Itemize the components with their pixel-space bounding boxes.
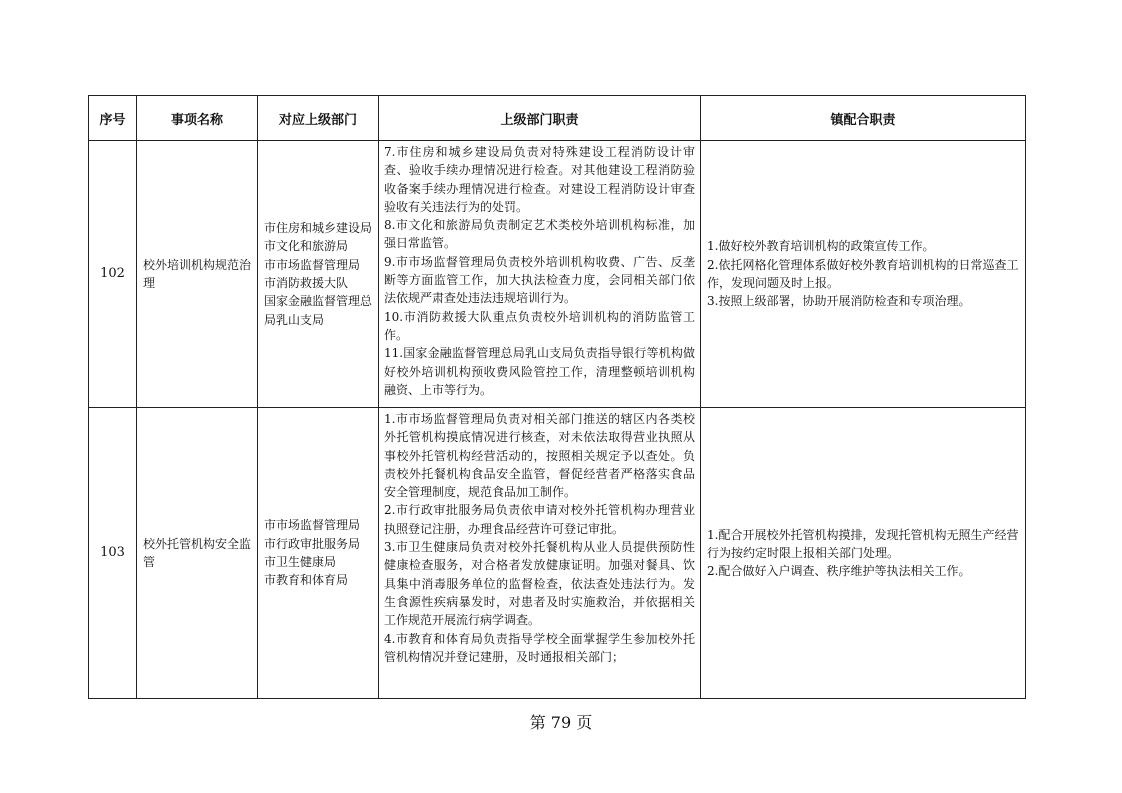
duty-paragraph: 3.市卫生健康局负责对校外托餐机构从业人员提供预防性健康检查服务，对合格者发放健康证明。加强对餐具、饮具集中消毒服务单位的监督检查，依法查处违法行为。发生食源性疾病暴发时，对患者及时实施救治，并依据相关工作规范开展流行病学调查。 xyxy=(384,540,695,628)
department-line: 市卫生健康局 xyxy=(264,555,337,569)
row-superior-duties xyxy=(379,141,701,408)
duty-paragraph: 10.市消防救援大队重点负责校外培训机构的消防监管工作。 xyxy=(384,309,695,342)
responsibility-table xyxy=(88,95,1026,699)
town-duty-paragraph: 3.按照上级部署，协助开展消防检查和专项治理。 xyxy=(707,294,971,309)
table-header-row xyxy=(89,96,1026,141)
header-superior-duty: 上级部门职责 xyxy=(379,96,701,141)
department-line: 市住房和城乡建设局 xyxy=(264,221,373,236)
department-line: 国家金融监督管理总局乳山支局 xyxy=(264,294,373,327)
row-superior-duties xyxy=(379,408,701,699)
page-number: 第 79 页 xyxy=(529,713,593,732)
row-departments xyxy=(258,408,379,699)
header-town-duty: 镇配合职责 xyxy=(701,96,1026,141)
town-duty-paragraph: 1.做好校外教育培训机构的政策宣传工作。 xyxy=(707,239,935,254)
department-line: 市市场监督管理局 xyxy=(264,518,361,533)
duty-paragraph: 4.市教育和体育局负责指导学校全面掌握学生参加校外托管机构情况并登记建册，及时通报相关部门； xyxy=(384,631,695,664)
duty-paragraph: 8.市文化和旅游局负责制定艺术类校外培训机构标准，加强日常监管。 xyxy=(384,218,695,251)
header-item-name: 事项名称 xyxy=(137,96,258,141)
department-line: 市教育和体育局 xyxy=(264,573,349,588)
row-item-name: 校外托管机构安全监管 xyxy=(137,408,258,699)
duty-paragraph: 2.市行政审批服务局负责依申请对校外托管机构办理营业执照登记注册，办理食品经营许可登记审批。 xyxy=(384,503,695,536)
duty-paragraph: 1.市市场监督管理局负责对相关部门推送的辖区内各类校外托管机构摸底情况进行核查，对未依法取得营业执照从事校外托管机构经营活动的，按照相关规定予以查处。负责校外托餐机构食品安全监管，督促经营者严格落实食品安全管理制度，规范食品加工制作。 xyxy=(384,412,695,500)
duty-paragraph: 11.国家金融监督管理总局乳山支局负责指导银行等机构做好校外培训机构预收费风险管控工作，清理整顿培训机构融资、上市等行为。 xyxy=(384,346,695,397)
duty-paragraph: 7.市住房和城乡建设局负责对特殊建设工程消防设计审查、验收手续办理情况进行检查。对其他建设工程消防验收备案手续办理情况进行检查。对建设工程消防设计审查验收有关违法行为的处罚。 xyxy=(384,145,695,214)
department-line: 市文化和旅游局 xyxy=(264,239,349,254)
header-superior-dept: 对应上级部门 xyxy=(258,96,379,141)
header-seq: 序号 xyxy=(89,96,137,141)
town-duty-paragraph: 1.配合开展校外托管机构摸排，发现托管机构无照生产经营行为按约定时限上报相关部门处理。 xyxy=(707,527,1019,560)
row-departments xyxy=(258,141,379,408)
row-town-duties xyxy=(701,408,1026,699)
department-line: 市消防救援大队 xyxy=(264,276,349,290)
row-item-name: 校外培训机构规范治理 xyxy=(137,141,258,408)
department-line: 市市场监督管理局 xyxy=(264,257,361,272)
department-line: 市行政审批服务局 xyxy=(264,536,361,551)
town-duty-paragraph: 2.配合做好入户调查、秩序维护等执法相关工作。 xyxy=(707,564,971,579)
town-duty-paragraph: 2.依托网格化管理体系做好校外教育培训机构的日常巡查工作，发现问题及时上报。 xyxy=(707,257,1019,290)
row-seq: 103 xyxy=(89,408,137,699)
duty-paragraph: 9.市市场监督管理局负责校外培训机构收费、广告、反垄断等方面监管工作，加大执法检查力度，会同相关部门依法依规严肃查处违法违规培训行为。 xyxy=(384,254,695,306)
row-seq: 102 xyxy=(89,141,137,408)
row-town-duties xyxy=(701,141,1026,408)
table-row xyxy=(89,141,1026,408)
table-row xyxy=(89,408,1026,699)
